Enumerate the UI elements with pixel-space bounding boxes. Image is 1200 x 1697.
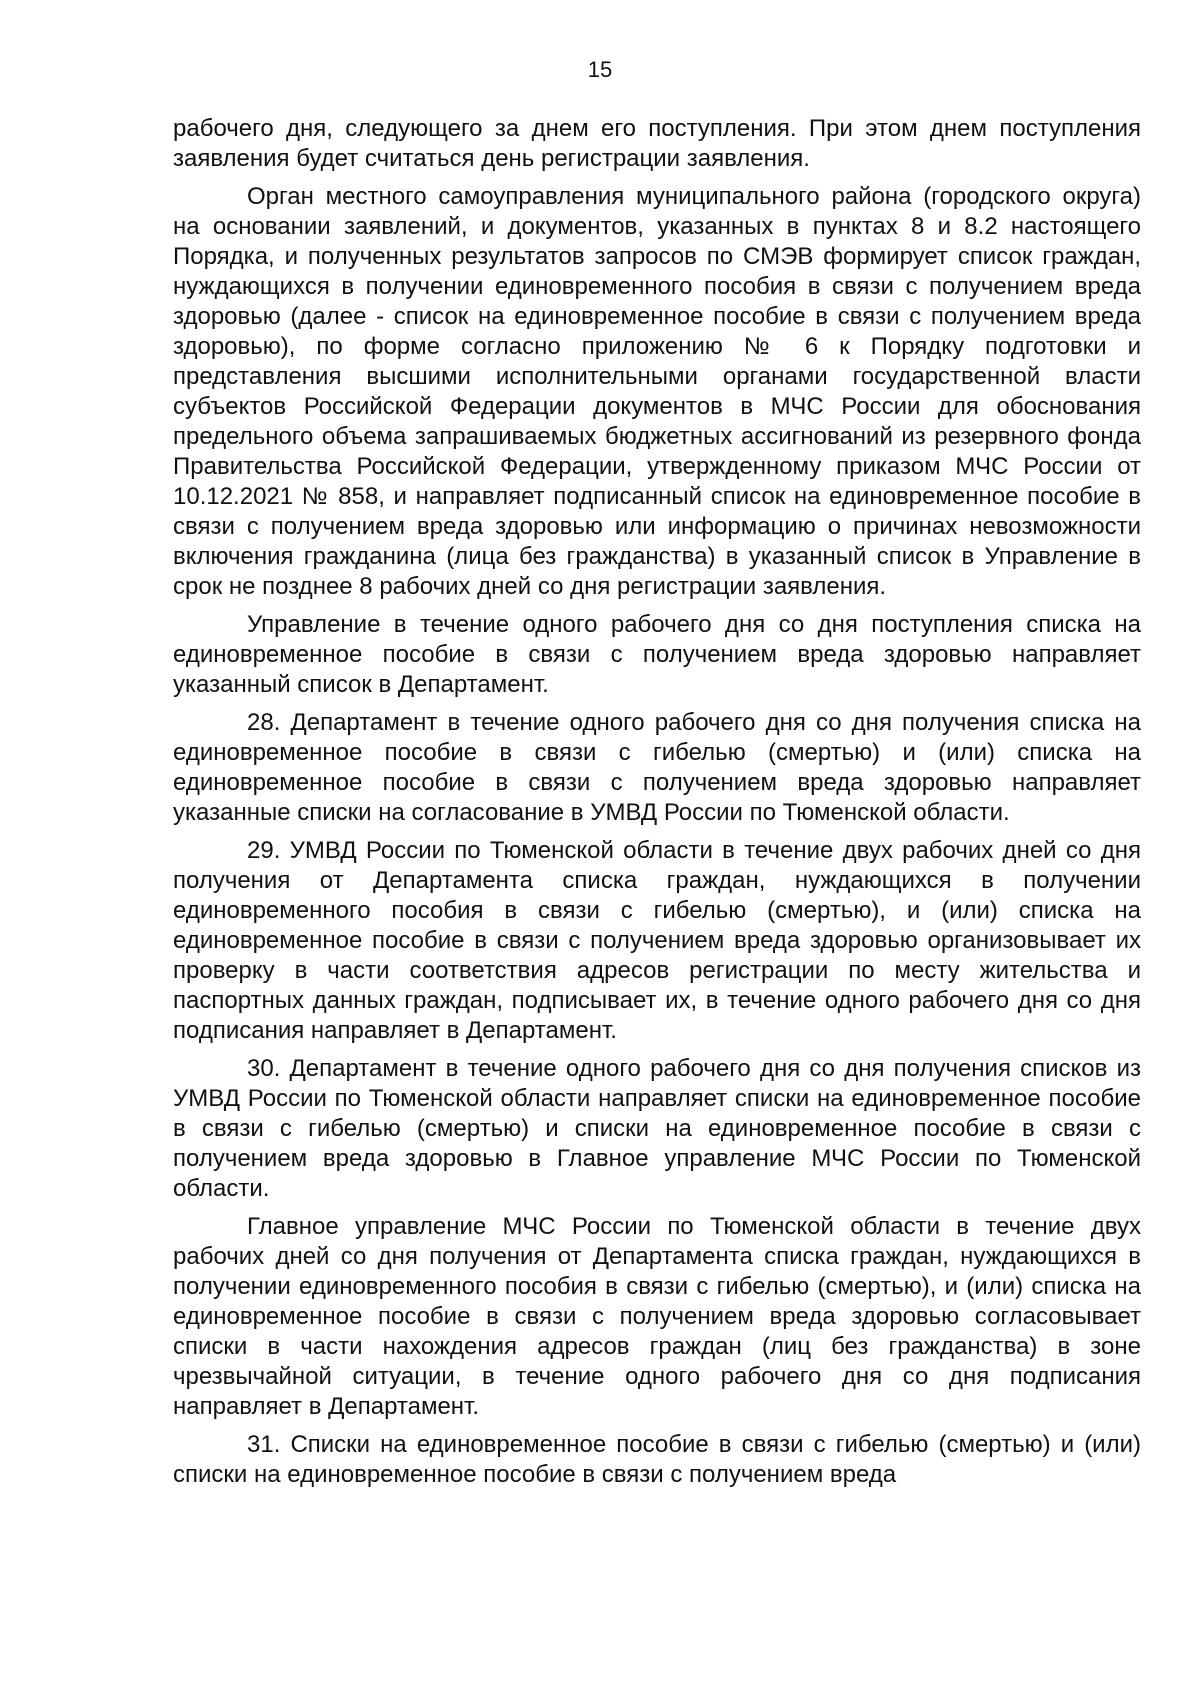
paragraph-item-31: 31. Списки на единовременное пособие в связи с гибелью (смертью) и (или) списки на единовременное пособие в связи с получением вреда xyxy=(173,1431,1141,1488)
paragraph-item-29: 29. УМВД России по Тюменской области в течение двух рабочих дней со дня получения от Департамента списка граждан, нуждающихся в получении единовременного пособия в связи с гибелью (смертью), и (или) списка на единовременное пособие в связи с получением вреда здоровью организовывает их проверку в части соответствия адресов регистрации по месту жительства и паспортных данных граждан, подписывает их, в течение одного рабочего дня со дня подписания направляет в Департамент. xyxy=(173,837,1141,1044)
paragraph-continuation: рабочего дня, следующего за днем его поступления. При этом днем поступления заявления будет считаться день регистрации заявления. xyxy=(173,115,1141,172)
paragraph-local-authority: Орган местного самоуправления муниципального района (городского округа) на основании заявлений, и документов, указанных в пунктах 8 и 8.2 настоящего Порядка, и полученных результатов запросов по СМЭВ формирует список граждан, нуждающихся в получении единовременного пособия в связи с получением вреда здоровью (далее - список на единовременное пособие в связи с получением вреда здоровью), по форме согласно приложению № 6 к Порядку подготовки и представления высшими исполнительными органами государственной власти субъектов Российской Федерации документов в МЧС России для обоснования предельного объема запрашиваемых бюджетных ассигнований из резервного фонда Правительства Российской Федерации, утвержденному приказом МЧС России от 10.12.2021 № 858, и направляет подписанный список на единовременное пособие в связи с получением вреда здоровью или информацию о причинах невозможности включения гражданина (лица без гражданства) в указанный список в Управление в срок не позднее 8 рабочих дней со дня регистрации заявления. xyxy=(173,183,1141,600)
paragraph-directorate: Управление в течение одного рабочего дня со дня поступления списка на единовременное пособие в связи с получением вреда здоровью направляет указанный список в Департамент. xyxy=(173,611,1141,698)
page-number: 15 xyxy=(587,57,613,82)
paragraph-item-30: 30. Департамент в течение одного рабочего дня со дня получения списков из УМВД России по Тюменской области направляет списки на единовременное пособие в связи с гибелью (смертью) и списки на единовременное пособие в связи с получением вреда здоровью в Главное управление МЧС России по Тюменской области. xyxy=(173,1055,1141,1202)
document-body xyxy=(173,114,1141,1498)
paragraph-item-28: 28. Департамент в течение одного рабочего дня со дня получения списка на единовременное пособие в связи с гибелью (смертью) и (или) списка на единовременное пособие в связи с получением вреда здоровью направляет указанные списки на согласование в УМВД России по Тюменской области. xyxy=(173,709,1141,826)
paragraph-emercom: Главное управление МЧС России по Тюменской области в течение двух рабочих дней со дня получения от Департамента списка граждан, нуждающихся в получении единовременного пособия в связи с гибелью (смертью), и (или) списка на единовременное пособие в связи с получением вреда здоровью согласовывает списки в части нахождения адресов граждан (лиц без гражданства) в зоне чрезвычайной ситуации, в течение одного рабочего дня со дня подписания направляет в Департамент. xyxy=(173,1213,1141,1420)
